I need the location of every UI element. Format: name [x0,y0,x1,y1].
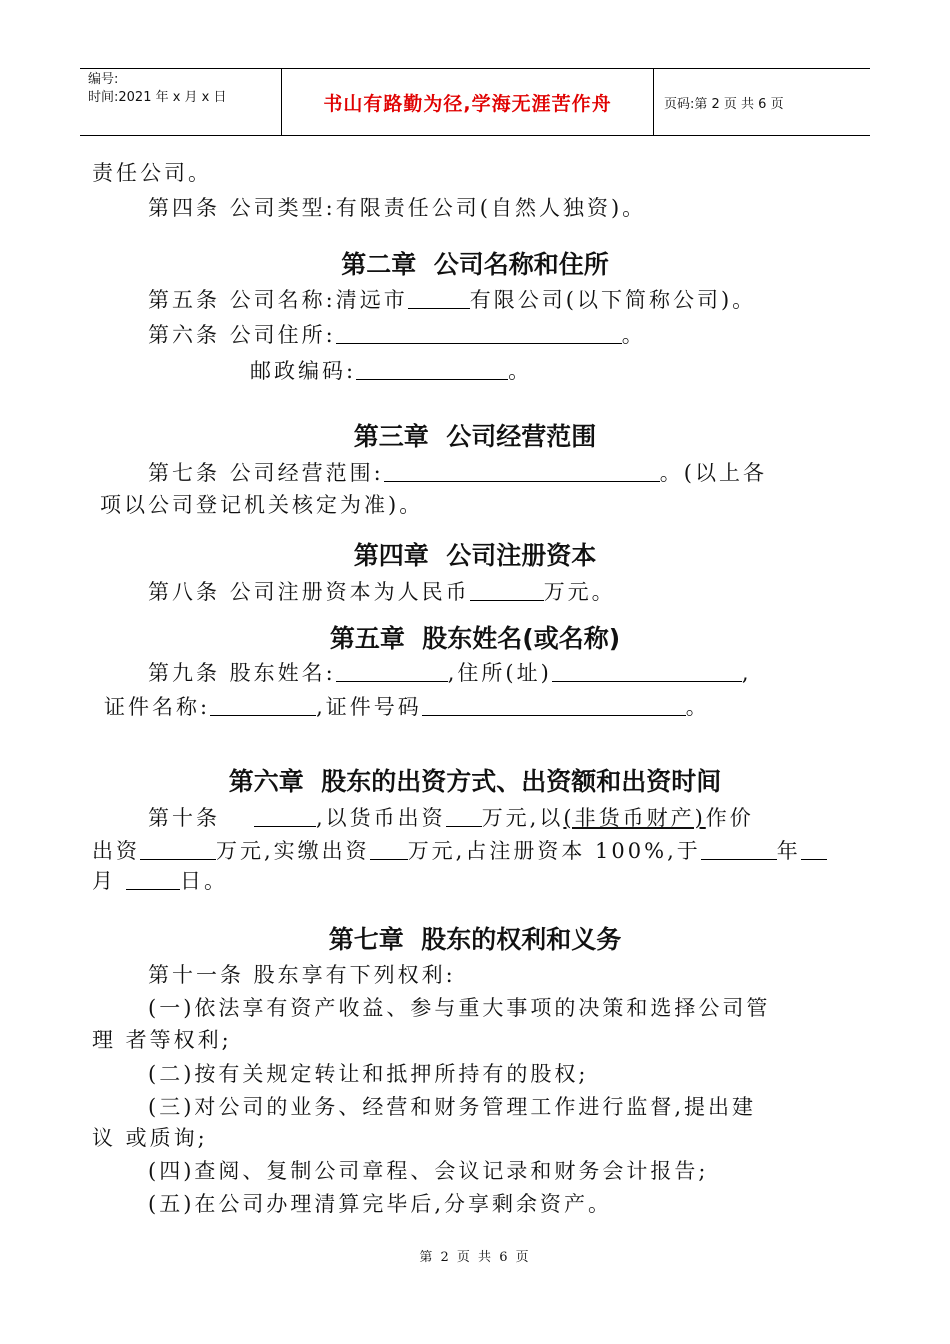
article-10 [148,803,908,833]
article-11: 第十一条 股东享有下列权利: [148,963,456,987]
article-10-text-5: 万元,实缴出资 [216,839,370,863]
id-number-label: ,证件号码 [316,695,422,719]
article-4: 第四条 公司类型:有限责任公司(自然人独资)。 [148,196,647,220]
article-10-text-4: 出资 [92,839,140,863]
article-9-end: 。 [685,695,710,719]
right-2: (二)按有关规定转让和抵押所持有的股权; [148,1062,589,1086]
month-blank[interactable] [801,839,827,860]
id-type-blank[interactable] [210,695,316,716]
postcode-end: 。 [508,359,533,383]
paid-amount-blank[interactable] [370,839,408,860]
address-blank[interactable] [336,323,622,344]
right-1: (一)依法享有资产收益、参与重大事项的决策和选择公司管 [148,996,771,1020]
article-5-text: 第五条 公司名称:清远市 [148,288,408,312]
article-10-text-3: 作价 [705,806,754,830]
article-9 [148,658,908,688]
postcode-label: 邮政编码: [250,359,357,383]
non-cash-amount-blank[interactable] [140,839,216,860]
text-line: 责任公司。 [92,161,212,185]
article-8 [148,577,908,607]
article-9-text-2: ,住所(址) [447,661,552,685]
article-7-text-2: 。(以上各 [659,461,767,485]
company-name-blank[interactable] [408,288,470,309]
article-7-text: 第七条 公司经营范围: [148,461,384,485]
article-10-text-2: 万元,以 [481,806,564,830]
article-7 [148,458,908,488]
chapter-4-title: 第四章 公司注册资本 [353,541,597,570]
chapter-3-title: 第三章 公司经营范围 [353,422,597,451]
chapter-7-title: 第七章 股东的权利和义务 [328,925,622,954]
header-page-info: 页码:第 2 页 共 6 页 [664,96,784,112]
article-6-text: 第六条 公司住所: [148,323,336,347]
right-5: (五)在公司办理清算完毕后,分享剩余资产。 [148,1192,613,1216]
article-10-month: 月 [92,869,116,893]
day-blank[interactable] [126,869,180,890]
id-type-label: 证件名称: [104,695,211,719]
header-motto: 书山有路勤为径,学海无涯苦作舟 [282,69,654,135]
chapter-5-title: 第五章 股东姓名(或名称) [329,624,621,653]
registered-capital-blank[interactable] [470,580,544,601]
article-10-text: ,以货币出资 [316,806,446,830]
article-5 [148,285,908,315]
article-10-text-6: 万元,占注册资本 100%,于 [407,839,701,863]
article-10-day: 日。 [180,869,228,893]
article-7-cont: 项以公司登记机关核定为准)。 [100,493,424,517]
right-3-cont: 议 或质询; [92,1126,208,1150]
page-footer: 第 2 页 共 6 页 [419,1250,531,1265]
article-10-label: 第十条 [148,806,220,830]
cash-amount-blank[interactable] [446,806,482,827]
non-cash-property: (非货币财产) [563,806,706,830]
article-10-year: 年 [776,839,801,863]
header-meta [80,69,282,135]
article-6 [148,320,908,350]
shareholder-name-blank[interactable] [336,661,448,682]
shareholder-blank[interactable] [254,806,316,827]
article-9-text-3: , [741,661,752,685]
postcode-line [250,356,950,386]
postcode-blank[interactable] [356,359,508,380]
right-4: (四)查阅、复制公司章程、会议记录和财务会计报告; [148,1159,709,1183]
article-9-text: 第九条 股东姓名: [148,661,336,685]
article-8-end: 万元。 [543,580,616,604]
article-10-cont [92,836,852,866]
chapter-6-title: 第六章 股东的出资方式、出资额和出资时间 [228,767,722,796]
time-label: 时间:2021 年 x 月 x 日 [88,90,227,105]
number-label: 编号: [88,72,119,87]
shareholder-address-blank[interactable] [552,661,742,682]
article-10-cont-2 [92,866,852,896]
page-header [80,68,870,136]
article-6-end: 。 [621,323,646,347]
id-number-blank[interactable] [422,695,686,716]
article-9-cont [104,692,864,722]
chapter-2-title: 第二章 公司名称和住所 [341,250,609,279]
business-scope-blank[interactable] [384,461,660,482]
article-5-text-2: 有限公司(以下简称公司)。 [469,288,757,312]
year-blank[interactable] [701,839,777,860]
right-1-cont: 理 者等权利; [92,1028,232,1052]
right-3: (三)对公司的业务、经营和财务管理工作进行监督,提出建 [148,1095,757,1119]
article-8-text: 第八条 公司注册资本为人民币 [148,580,470,604]
